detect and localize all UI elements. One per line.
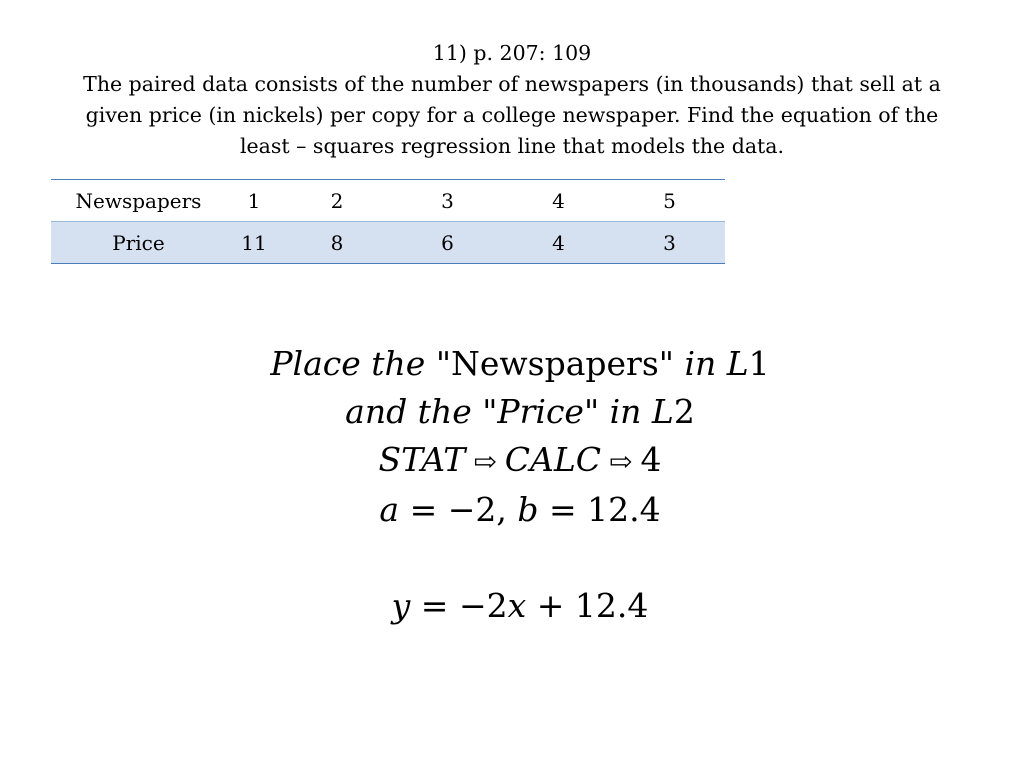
problem-line-3: least – squares regression line that models the data. (239, 134, 785, 158)
arrow-right-icon: ⇨ (609, 445, 633, 478)
solution-line-4 (0, 486, 1024, 534)
math-text: Place the (270, 344, 426, 383)
math-expr: = 12.4 (538, 490, 661, 529)
table-cell: 3 (392, 180, 503, 222)
table-cell: 8 (282, 222, 392, 264)
problem-line-2: given price (in nickels) per copy for a college newspaper. Find the equation of the (85, 103, 939, 127)
math-quote: "Newspapers" (435, 344, 674, 383)
math-var-x: x (507, 586, 527, 625)
math-digit: 1 (748, 344, 770, 383)
math-var-a: a (379, 490, 400, 529)
row-label-price: Price (51, 222, 226, 264)
table-cell: 3 (614, 222, 725, 264)
table-row-newspapers (51, 180, 725, 222)
math-expr: + 12.4 (526, 586, 649, 625)
solution-line-3 (0, 436, 1024, 486)
math-expr: = −2 (410, 586, 508, 625)
problem-statement (50, 38, 974, 162)
arrow-right-icon: ⇨ (473, 445, 497, 478)
math-digit: 4 (640, 440, 662, 479)
math-text: CALC (504, 440, 602, 479)
math-expr: = −2, (399, 490, 518, 529)
math-var-b: b (517, 490, 539, 529)
solution-line-1 (0, 340, 1024, 388)
math-text: " in L (583, 392, 674, 431)
table-cell: 5 (614, 180, 725, 222)
math-var-y: y (391, 586, 411, 625)
math-text: STAT (378, 440, 466, 479)
table-cell: 4 (503, 180, 614, 222)
problem-heading: 11) p. 207: 109 (432, 41, 592, 65)
blank-line (0, 534, 1024, 582)
table-cell: 2 (282, 180, 392, 222)
math-digit: 2 (673, 392, 695, 431)
problem-line-1: The paired data consists of the number of newspapers (in thousands) that sell at a (83, 72, 941, 96)
table-cell: 4 (503, 222, 614, 264)
table-cell: 6 (392, 222, 503, 264)
math-text: Price (497, 392, 584, 431)
regression-equation (0, 582, 1024, 630)
solution-line-2 (0, 388, 1024, 436)
table-cell: 1 (226, 180, 282, 222)
data-table (51, 179, 725, 264)
table-row-price (51, 222, 725, 264)
solution-block (0, 340, 1024, 630)
math-text: in L (684, 344, 749, 383)
table-cell: 11 (226, 222, 282, 264)
row-label-newspapers: Newspapers (51, 180, 226, 222)
math-text: and the " (345, 392, 498, 431)
